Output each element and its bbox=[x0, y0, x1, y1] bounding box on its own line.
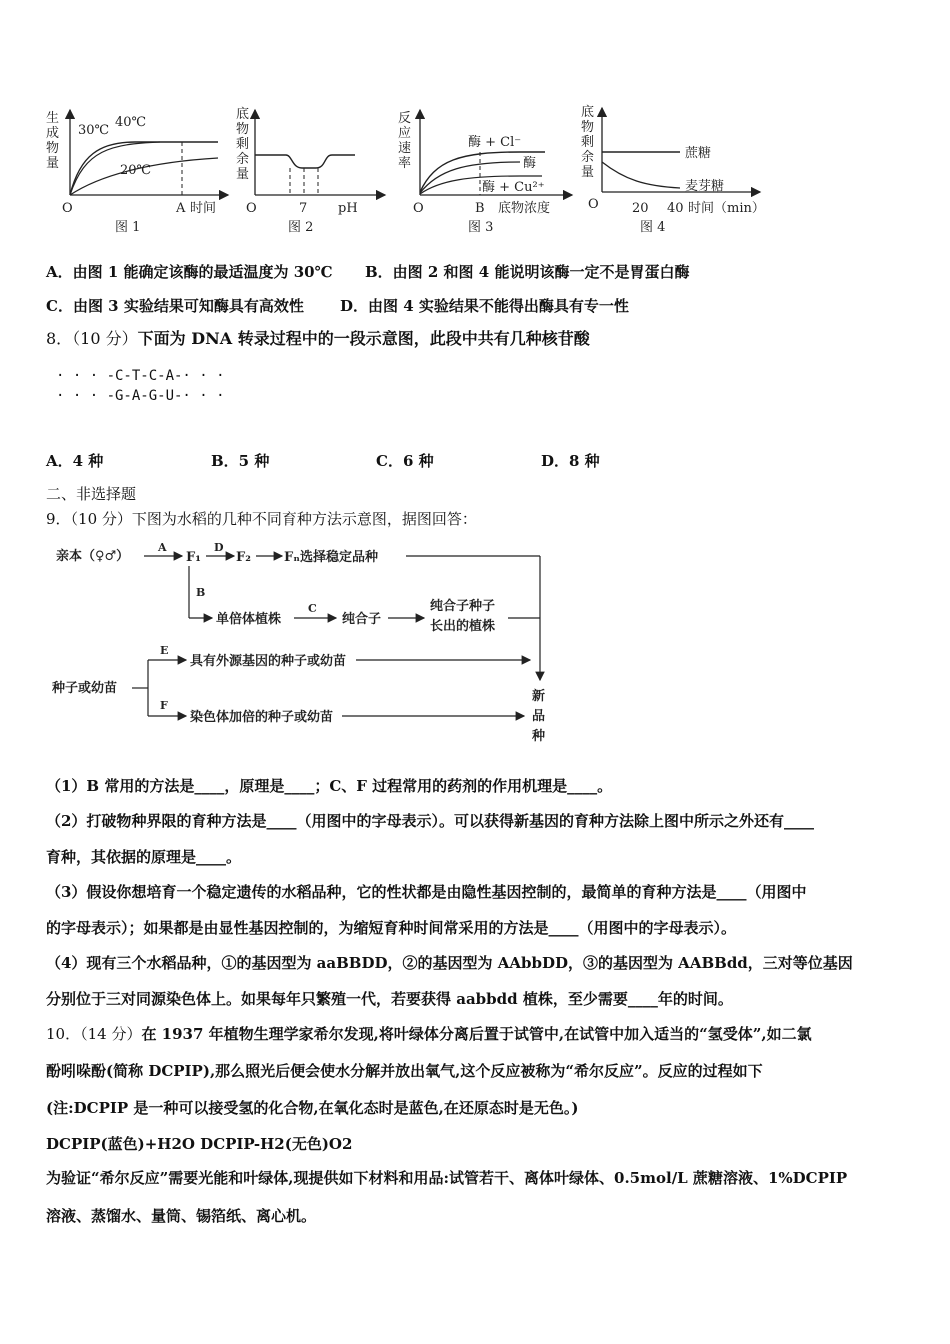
dg-homo: 纯合子 bbox=[342, 612, 382, 627]
q7-option-b: B．由图 2 和图 4 能说明该酶一定不是胃蛋白酶 bbox=[365, 263, 690, 281]
q9-line-6: （4）现有三个水稻品种，①的基因型为 aaBBDD，②的基因型为 AAbbDD，③的基因型为 AABBdd，三对等位基因 bbox=[46, 954, 853, 972]
dg-parent: 亲本（♀♂） bbox=[56, 549, 130, 564]
dg-a: A bbox=[158, 541, 167, 554]
fig3-caption: 图 3 bbox=[468, 220, 494, 235]
dg-seed: 种子或幼苗 bbox=[52, 681, 118, 696]
figure-3 bbox=[398, 110, 572, 235]
dg-foreign: 具有外源基因的种子或幼苗 bbox=[190, 654, 347, 669]
fig3-xlabel: 底物浓度 bbox=[498, 201, 551, 216]
q9-line-7: 分别位于三对同源染色体上。如果每年只繁殖一代，若要获得 aabbdd 植株，至少需要____年的时间。 bbox=[46, 990, 733, 1008]
dg-f2: F₂ bbox=[236, 550, 251, 565]
fig1-a: A bbox=[176, 201, 186, 216]
fig2-origin: O bbox=[246, 201, 257, 216]
q9-line-4: （3）假设你想培育一个稳定遗传的水稻品种，它的性状都是由隐性基因控制的，最简单的育种方法是____（用图中 bbox=[46, 883, 807, 901]
q8-option-a: A．4 种 bbox=[46, 452, 104, 470]
svg-text:量: 量 bbox=[236, 167, 250, 182]
fig4-tick20: 20 bbox=[632, 201, 649, 216]
figure-4 bbox=[581, 104, 765, 235]
figure-2 bbox=[236, 106, 385, 235]
figure-1 bbox=[46, 110, 228, 235]
fig1-xlabel: 时间 bbox=[190, 201, 217, 216]
svg-text:物: 物 bbox=[581, 120, 595, 135]
fig4-tick40: 40 bbox=[667, 201, 684, 216]
dg-double: 染色体加倍的种子或幼苗 bbox=[190, 710, 334, 725]
section-title: 二、非选择题 bbox=[46, 485, 137, 503]
fig1-t40: 40℃ bbox=[115, 115, 147, 130]
svg-text:底: 底 bbox=[581, 105, 595, 120]
q10-number: 10．（14 分） bbox=[46, 1025, 142, 1043]
dg-d: D bbox=[214, 541, 224, 554]
dg-e: E bbox=[160, 644, 169, 657]
svg-text:剩: 剩 bbox=[581, 135, 595, 150]
q8-seq2: · · · -G-A-G-U-· · · bbox=[56, 388, 225, 404]
fig3-b: B bbox=[475, 201, 485, 216]
fig1-t20: 20℃ bbox=[120, 163, 152, 178]
q9-heading bbox=[46, 509, 477, 529]
dg-new-3: 种 bbox=[532, 729, 546, 744]
svg-text:余: 余 bbox=[581, 150, 595, 165]
fig4-origin: O bbox=[588, 197, 599, 212]
q8-stem: 下面为 DNA 转录过程中的一段示意图，此段中共有几种核苷酸 bbox=[137, 329, 590, 348]
fig3-l1: 酶 + Cl⁻ bbox=[468, 135, 522, 150]
dg-f1: F₁ bbox=[186, 550, 201, 565]
q9-number: 9．（10 分） bbox=[46, 510, 132, 528]
fig3-l2: 酶 bbox=[523, 156, 537, 171]
q8-seq1: · · · -C-T-C-A-· · · bbox=[56, 368, 225, 384]
dg-homo-plant-1: 纯合子种子 bbox=[430, 599, 496, 614]
fig1-origin: O bbox=[62, 201, 73, 216]
fig3-origin: O bbox=[413, 201, 424, 216]
dg-new-1: 新 bbox=[532, 689, 546, 704]
dg-homo-plant-2: 长出的植株 bbox=[430, 619, 496, 634]
dg-c: C bbox=[308, 602, 317, 615]
q9-breeding-diagram bbox=[46, 540, 566, 750]
q7-option-d: D．由图 4 实验结果不能得出酶具有专一性 bbox=[340, 297, 629, 315]
q10-line-4: DCPIP(蓝色)+H2O DCPIP-H2(无色)O2 bbox=[46, 1135, 353, 1153]
svg-text:底: 底 bbox=[236, 107, 250, 122]
q9-line-2: （2）打破物种界限的育种方法是____（用图中的字母表示）。可以获得新基因的育种方法除上图中所示之外还有____ bbox=[46, 812, 814, 830]
fig4-caption: 图 4 bbox=[640, 220, 666, 235]
svg-text:剩: 剩 bbox=[236, 137, 250, 152]
svg-text:率: 率 bbox=[398, 156, 412, 171]
q10-line-5: 为验证“希尔反应”需要光能和叶绿体,现提供如下材料和用品:试管若干、离体叶绿体、0.5mol/L 蔗糖溶液、1%DCPIP bbox=[46, 1169, 848, 1187]
q8-number: 8．（10 分） bbox=[46, 329, 138, 348]
q10-line-3: (注:DCPIP 是一种可以接受氢的化合物,在氧化态时是蓝色,在还原态时是无色。) bbox=[46, 1099, 579, 1117]
q7-figures bbox=[40, 100, 780, 240]
q9-stem: 下图为水稻的几种不同育种方法示意图，据图回答： bbox=[131, 510, 477, 528]
svg-text:量: 量 bbox=[581, 165, 595, 180]
fig4-l1: 蔗糖 bbox=[685, 146, 712, 161]
fig2-tick7: 7 bbox=[299, 201, 308, 216]
dg-haploid: 单倍体植株 bbox=[216, 612, 282, 627]
q9-line-3: 育种，其依据的原理是____。 bbox=[46, 848, 242, 866]
svg-text:物: 物 bbox=[236, 122, 250, 137]
svg-text:应: 应 bbox=[398, 126, 412, 141]
fig1-ylabel-4: 量 bbox=[46, 156, 60, 171]
svg-text:余: 余 bbox=[236, 152, 250, 167]
q8-option-d: D．8 种 bbox=[541, 452, 600, 470]
q10-line-1 bbox=[46, 1024, 812, 1044]
fig1-caption: 图 1 bbox=[115, 220, 141, 235]
fig1-ylabel-3: 物 bbox=[46, 141, 60, 156]
q8-option-c: C．6 种 bbox=[376, 452, 434, 470]
fig1-ylabel-1: 生 bbox=[46, 111, 60, 126]
dg-fn: Fₙ选择稳定品种 bbox=[284, 550, 378, 565]
q8-option-b: B．5 种 bbox=[211, 452, 270, 470]
q10-line-2: 酚吲哚酚(简称 DCPIP),那么照光后便会使水分解并放出氧气,这个反应被称为“希尔反应”。反应的过程如下 bbox=[46, 1062, 763, 1080]
q8-heading bbox=[46, 329, 590, 349]
fig1-ylabel-2: 成 bbox=[46, 126, 60, 141]
dg-b: B bbox=[196, 586, 206, 599]
q10-text-1: 在 1937 年植物生理学家希尔发现,将叶绿体分离后置于试管中,在试管中加入适当的“氢受体”,如二氯 bbox=[141, 1025, 812, 1043]
q9-line-1: （1）B 常用的方法是____，原理是____；C、F 过程常用的药剂的作用机理是____。 bbox=[46, 777, 613, 795]
q7-option-c: C．由图 3 实验结果可知酶具有高效性 bbox=[46, 297, 304, 315]
svg-text:反: 反 bbox=[398, 111, 412, 126]
fig1-t30: 30℃ bbox=[78, 123, 110, 138]
dg-f: F bbox=[160, 699, 168, 712]
q9-line-5: 的字母表示）；如果都是由显性基因控制的，为缩短育种时间常采用的方法是____（用图中的字母表示）。 bbox=[46, 919, 737, 937]
svg-text:速: 速 bbox=[398, 141, 412, 156]
dg-new-2: 品 bbox=[532, 709, 546, 724]
fig4-xlabel: 时间（min） bbox=[688, 201, 765, 216]
fig4-l2: 麦芽糖 bbox=[685, 179, 725, 194]
q7-option-a: A．由图 1 能确定该酶的最适温度为 30℃ bbox=[46, 263, 333, 281]
fig2-xlabel: pH bbox=[338, 201, 358, 216]
fig3-l3: 酶 + Cu²⁺ bbox=[482, 180, 545, 195]
q10-line-6: 溶液、蒸馏水、量筒、锡箔纸、离心机。 bbox=[46, 1207, 317, 1225]
fig2-caption: 图 2 bbox=[288, 220, 314, 235]
